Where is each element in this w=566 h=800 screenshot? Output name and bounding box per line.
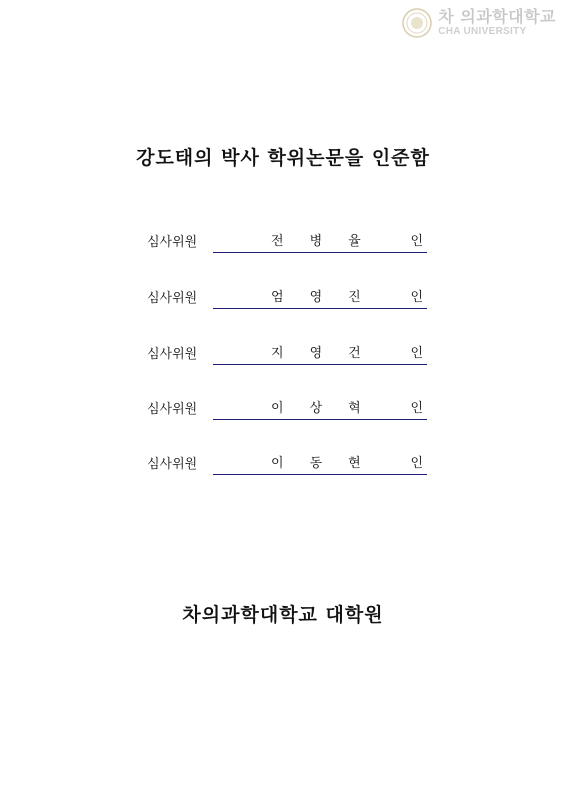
examiner-role: 심사위원 <box>147 457 198 472</box>
examiner-role: 심사위원 <box>147 402 198 417</box>
examiner-name <box>271 286 361 305</box>
name-char: 이 <box>271 456 284 471</box>
name-char: 율 <box>348 234 361 249</box>
name-char: 동 <box>309 456 323 471</box>
name-char: 영 <box>309 290 323 305</box>
watermark-name-korean: 차 의과학대학교 <box>438 7 556 26</box>
university-seal-icon <box>402 8 432 38</box>
examiner-row <box>147 287 427 309</box>
examiner-role: 심사위원 <box>147 347 198 362</box>
document-title: 강도태의 박사 학위논문을 인준함 <box>136 147 430 169</box>
examiner-row <box>147 453 427 475</box>
examiner-role: 심사위원 <box>147 235 198 250</box>
name-char: 영 <box>309 346 323 361</box>
signature-line <box>213 397 427 420</box>
name-char: 전 <box>271 234 284 249</box>
name-char: 혁 <box>348 401 361 416</box>
seal-mark: 인 <box>410 346 423 361</box>
seal-mark: 인 <box>410 234 423 249</box>
watermark-name-english: CHA UNIVERSITY <box>438 26 527 37</box>
signature-line <box>213 230 427 253</box>
seal-mark: 인 <box>410 290 423 305</box>
examiner-name <box>271 342 361 361</box>
examiner-row <box>147 343 427 365</box>
seal-mark: 인 <box>410 401 423 416</box>
examiner-name <box>271 452 361 471</box>
name-char: 엄 <box>271 290 284 305</box>
name-char: 병 <box>309 234 323 249</box>
watermark-text <box>438 9 556 37</box>
name-char: 건 <box>348 346 361 361</box>
name-char: 상 <box>309 401 323 416</box>
institution-name: 차의과학대학교 대학원 <box>182 604 384 626</box>
examiner-role: 심사위원 <box>147 291 198 306</box>
examiner-row <box>147 398 427 420</box>
examiner-name <box>271 230 361 249</box>
signature-line <box>213 286 427 309</box>
name-char: 현 <box>348 456 361 471</box>
signature-line <box>213 342 427 365</box>
name-char: 진 <box>348 290 361 305</box>
seal-mark: 인 <box>410 456 423 471</box>
examiner-row <box>147 231 427 253</box>
cha-university-watermark <box>402 8 556 38</box>
examiner-name <box>271 397 361 416</box>
signature-line <box>213 452 427 475</box>
name-char: 지 <box>271 346 284 361</box>
name-char: 이 <box>271 401 284 416</box>
